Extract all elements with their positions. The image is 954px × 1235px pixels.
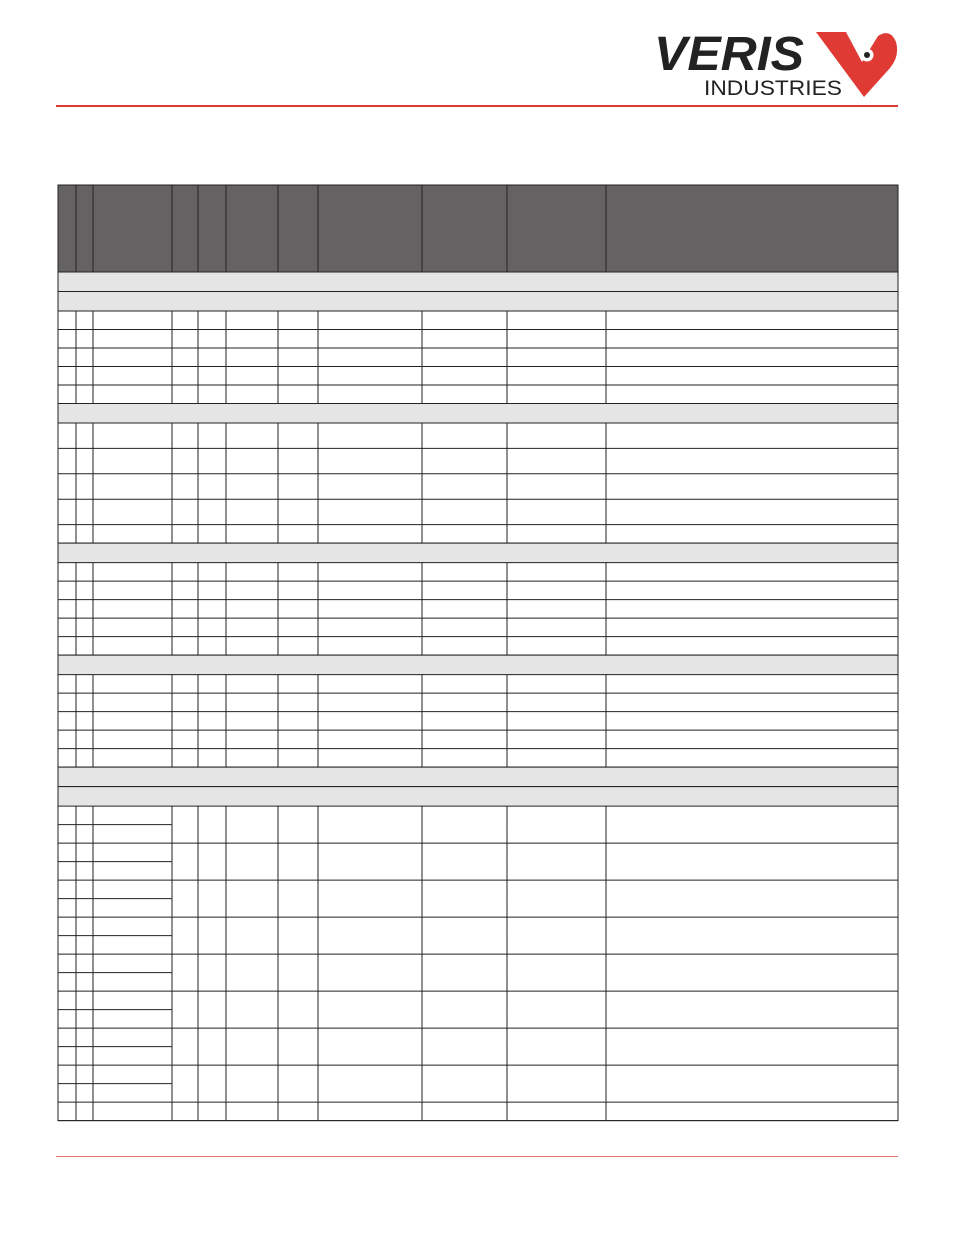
section-band-5 <box>58 767 898 787</box>
table-header <box>58 185 898 272</box>
section-band-2 <box>58 404 898 424</box>
section-band-6 <box>58 787 898 807</box>
footer-divider <box>56 1156 898 1157</box>
logo-word-veris: VERIS <box>654 28 804 81</box>
section-band-3 <box>58 543 898 563</box>
section-band-0 <box>58 272 898 292</box>
logo-word-industries: INDUSTRIES <box>704 77 842 100</box>
section-band-4 <box>58 655 898 675</box>
table-frame <box>58 185 898 1121</box>
section-band-1 <box>58 292 898 312</box>
